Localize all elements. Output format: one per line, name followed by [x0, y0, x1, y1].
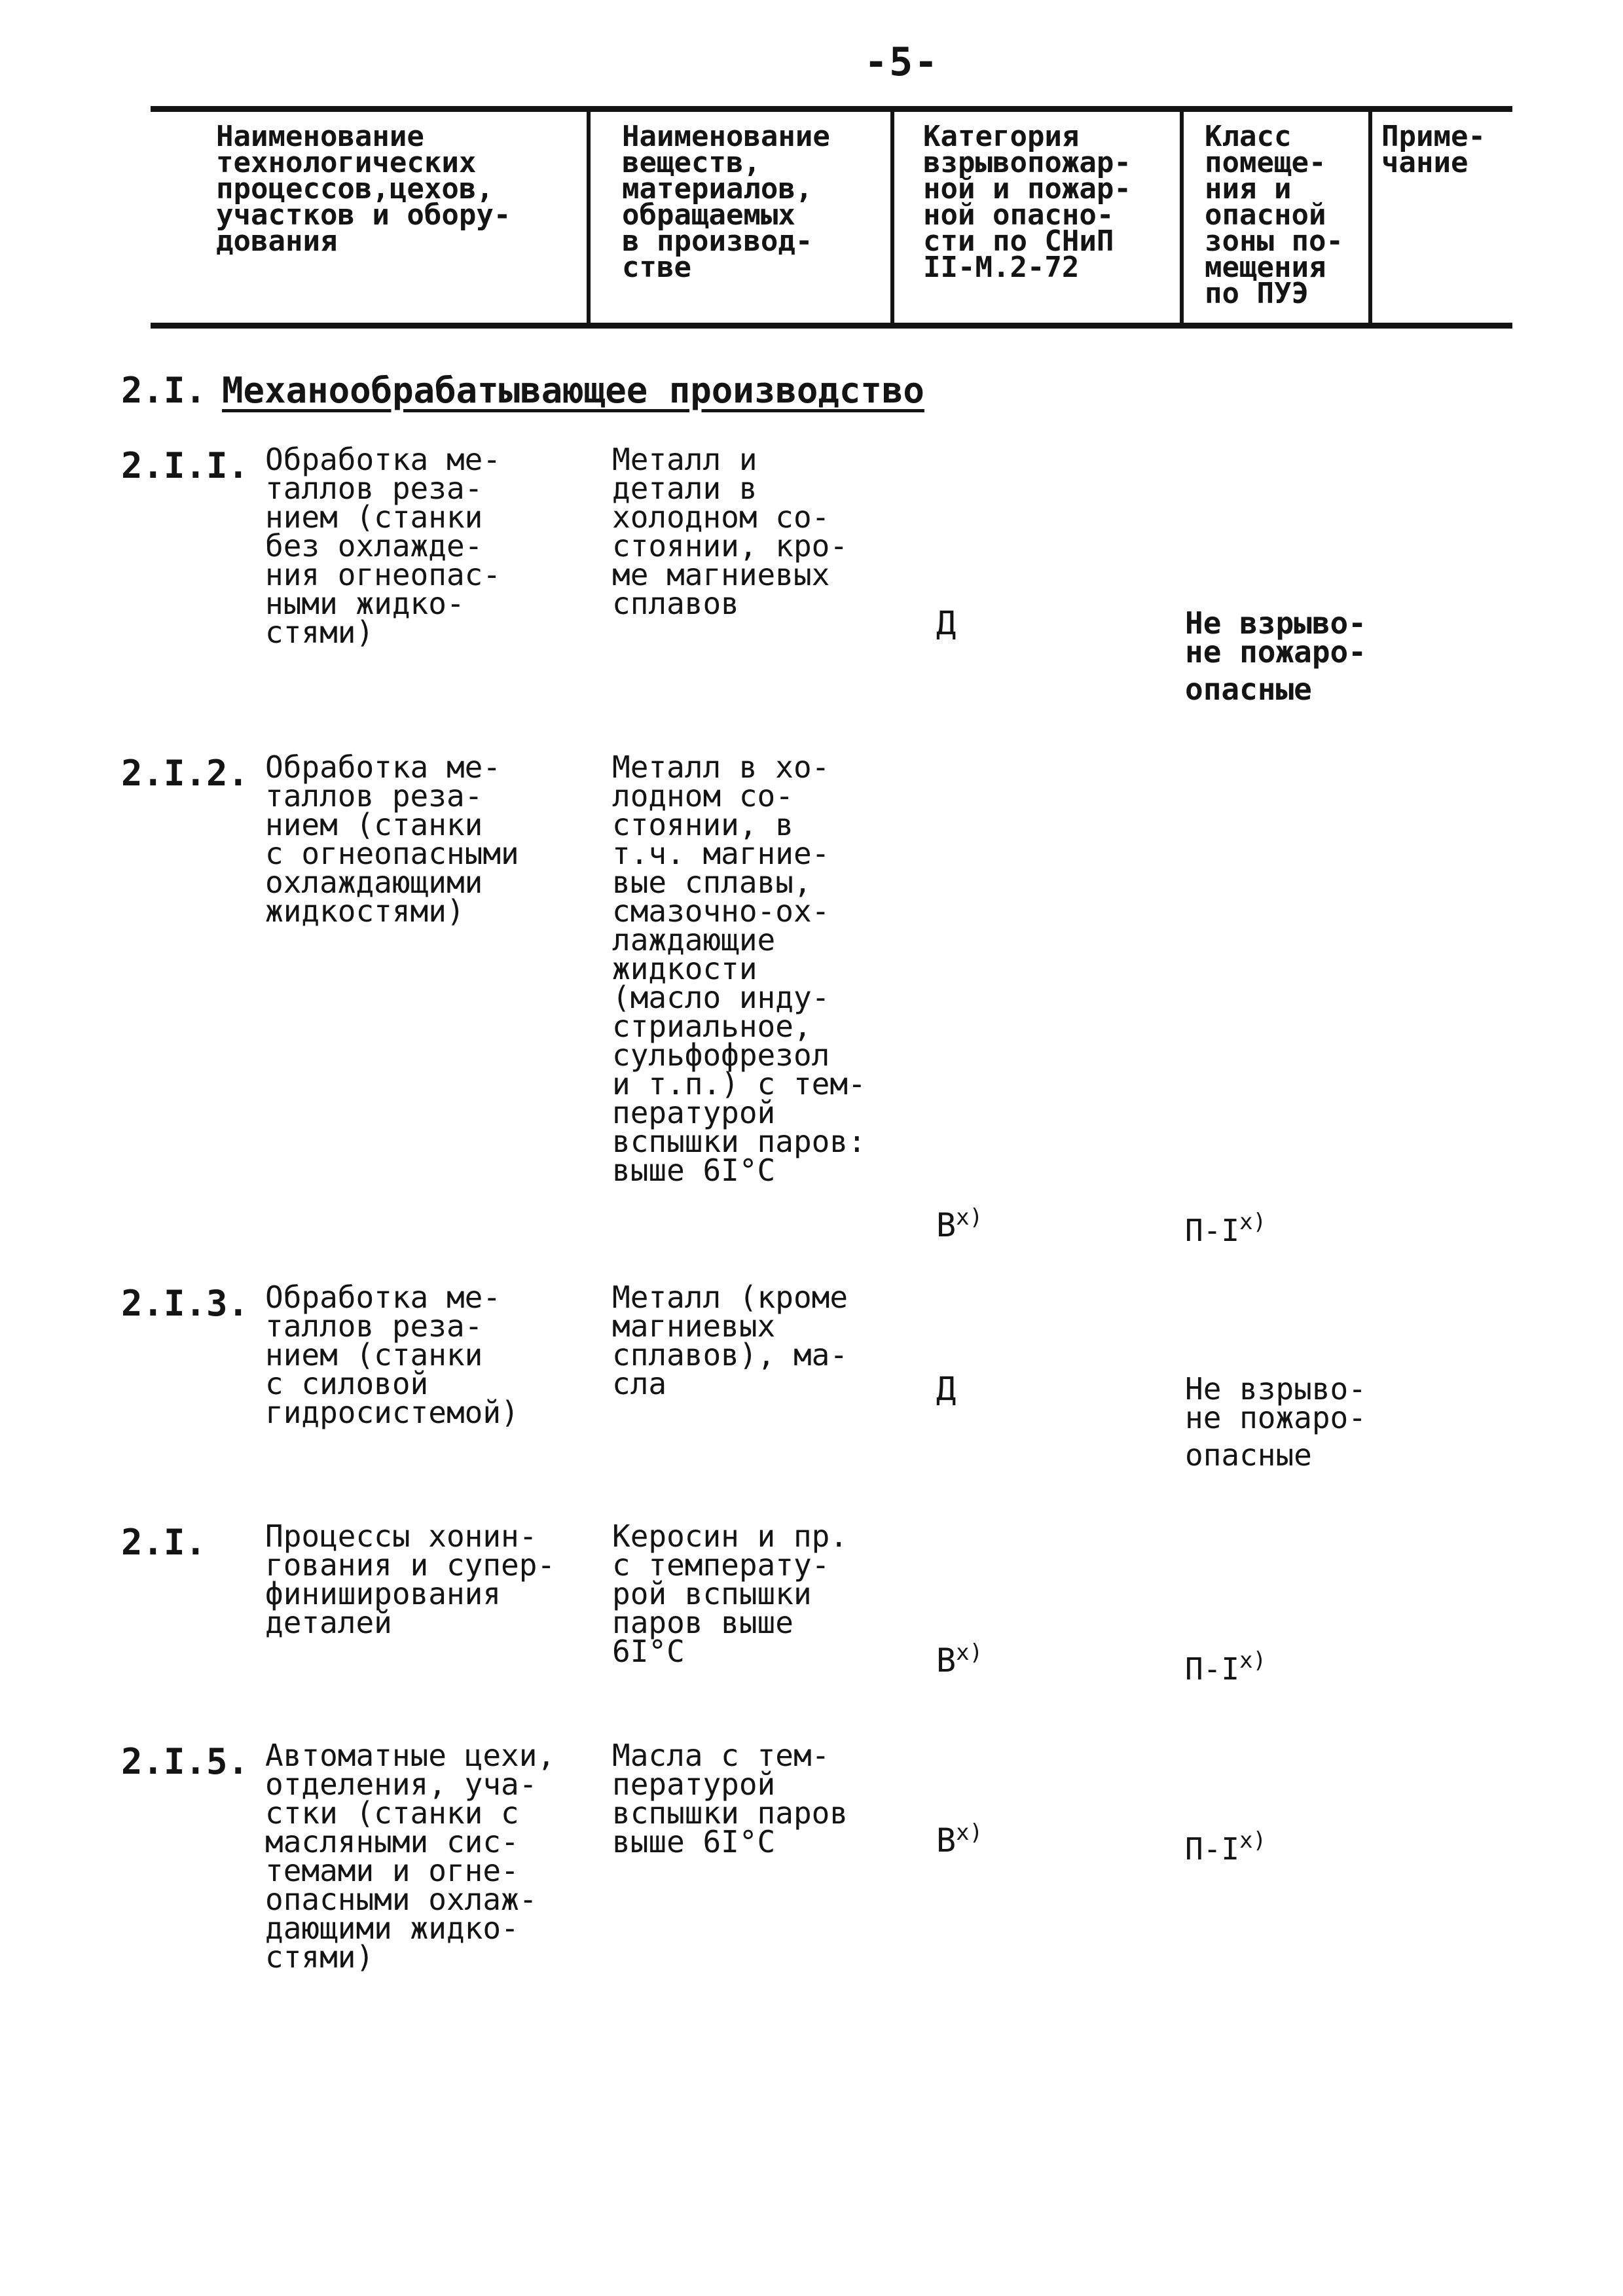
row-process: Обработка ме- таллов реза- нием (станки с силовой гидросистемой) — [265, 1280, 519, 1430]
row-category: $В^{х)}$ — [936, 1204, 983, 1244]
header-col-process: Наименование технологических процессов,цехов, участков и обору- дования — [216, 120, 511, 258]
row-material: Масла с тем- пературой вспышки паров выше 6I°C — [612, 1738, 848, 1859]
header-divider — [890, 112, 894, 323]
row-material: Керосин и пр. с температу- рой вспышки паров выше 6I°C — [612, 1518, 848, 1669]
header-divider — [1368, 112, 1372, 323]
row-material: Металл (кроме магниевых сплавов), ма- сла — [612, 1280, 848, 1401]
row-process: Процессы хонин- гования и супер- финиширования деталей — [265, 1518, 556, 1640]
row-class: $П-I^{х)}$ — [1185, 1647, 1267, 1687]
row-material: Металл и детали в холодном со- стоянии, кро- ме магниевых сплавов — [612, 442, 848, 621]
row-process: Обработка ме- таллов реза- нием (станки с огнеопасными охлаждающими жидкостями) — [265, 749, 519, 929]
header-col-note: Приме- чание — [1381, 120, 1486, 179]
row-number: 2.I.I. — [121, 445, 249, 486]
row-category: $В^{х)}$ — [936, 1820, 983, 1859]
section-number: 2.I. — [121, 370, 207, 411]
row-category: Д — [936, 604, 957, 642]
header-divider — [587, 112, 591, 323]
row-number: 2.I.2. — [121, 753, 249, 794]
header-col-material: Наименование веществ, материалов, обращаемых в производ- стве — [622, 120, 830, 284]
table-header — [151, 106, 1512, 329]
row-category: $В^{х)}$ — [936, 1640, 983, 1679]
header-divider — [1180, 112, 1184, 323]
row-class: Не взрыво- не пожаро- опасные — [1185, 605, 1366, 707]
row-number: 2.I.3. — [121, 1283, 249, 1324]
row-class: Не взрыво- не пожаро- опасные — [1185, 1371, 1366, 1473]
row-category: Д — [936, 1370, 957, 1408]
header-col-category: Категория взрывопожар- ной и пожар- ной опасно- сти по СНиП II-М.2-72 — [923, 120, 1131, 284]
row-number: 2.I. — [121, 1522, 207, 1563]
row-process: Обработка ме- таллов реза- нием (станки без охлажде- ния огнеопас- ными жидко- стями) — [265, 442, 501, 650]
page-number: -5- — [864, 39, 939, 85]
row-process: Автоматные цехи, отделения, уча- стки (станки с масляными сис- темами и огне- опасными охлаж- дающими жидко- стями) — [265, 1738, 556, 1975]
row-number: 2.I.5. — [121, 1741, 249, 1782]
row-class: $П-I^{х)}$ — [1185, 1209, 1267, 1248]
header-col-class: Класс помеще- ния и опасной зоны по- мещения по ПУЭ — [1205, 120, 1343, 310]
row-material: Металл в хо- лодном со- стоянии, в т.ч. магние- вые сплавы, смазочно-ох- лаждающие жидкости (масло инду- стриальное, сульфофрезол и т.п.) с тем- пературой вспышки паров: выше 6I°C — [612, 749, 866, 1188]
row-class: $П-I^{х)}$ — [1185, 1827, 1267, 1867]
section-title: Механообрабатывающее производство — [222, 370, 924, 411]
section-heading — [121, 370, 924, 411]
